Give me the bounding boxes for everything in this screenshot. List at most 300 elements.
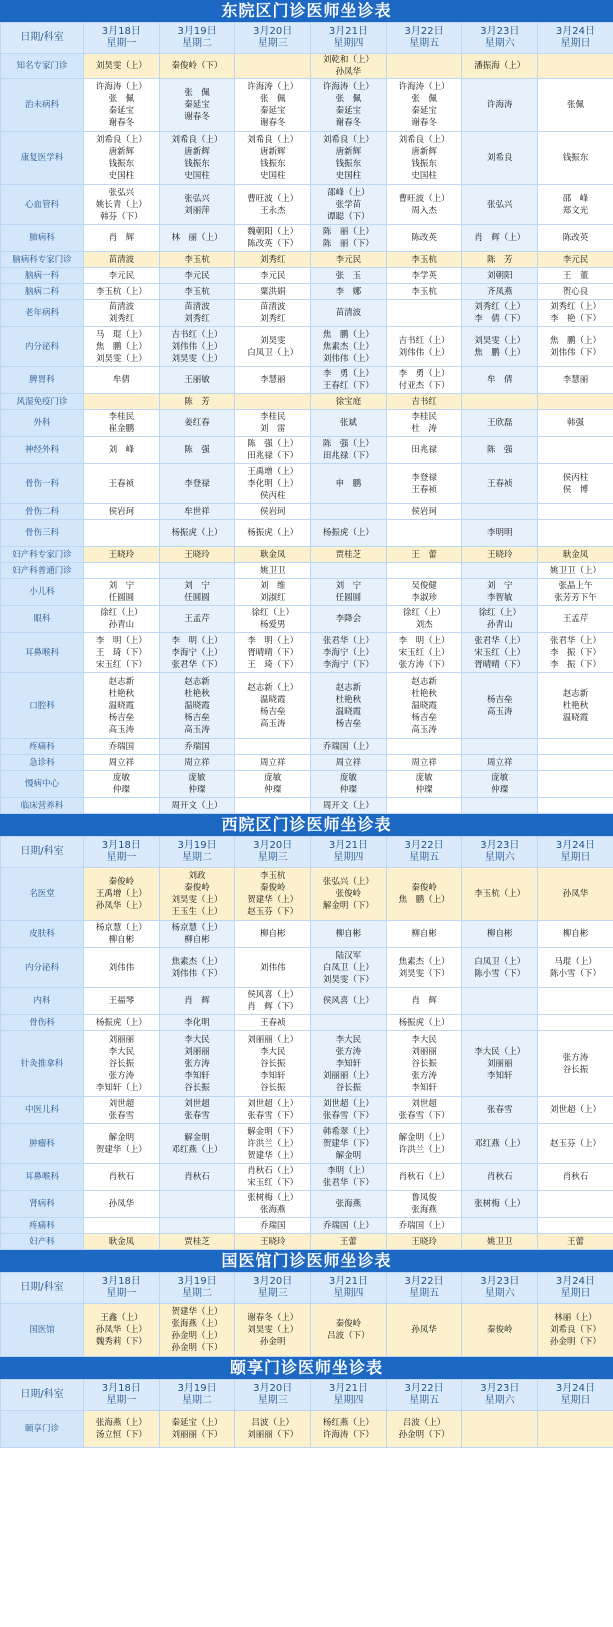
doctor-name: 王玉生（上） xyxy=(171,907,223,917)
doctor-cell xyxy=(386,547,462,563)
doctor-cell xyxy=(462,394,538,410)
doctor-cell xyxy=(462,1218,538,1234)
doctor-name: 王 琦（下） xyxy=(95,647,147,658)
doctor-cell xyxy=(386,673,462,739)
doctor-name: 孙凤华 xyxy=(108,1199,135,1209)
doctor-name: 刘 宁 xyxy=(335,581,362,591)
doctor-name: 仲璨 xyxy=(491,785,509,795)
doctor-cell xyxy=(386,606,462,633)
doctor-cell xyxy=(311,1234,387,1250)
doctor-name: 张弘兴 xyxy=(487,199,513,210)
date-label: 3月23日 xyxy=(480,1276,520,1287)
doctor-name: 高玉涛 xyxy=(108,724,135,735)
doctor-name: 谭聪（下） xyxy=(327,211,370,222)
doctor-name: 王 琦（下） xyxy=(247,659,299,670)
date-label: 3月18日 xyxy=(101,1383,141,1394)
table-row xyxy=(1,410,613,437)
doctor-cell xyxy=(84,1218,160,1234)
doctor-cell xyxy=(538,1124,613,1164)
date-label: 3月22日 xyxy=(404,26,444,37)
doctor-name: 付亚杰（下） xyxy=(398,381,450,391)
doctor-name: 王禹增（上） xyxy=(95,889,147,899)
doctor-name: 张 佩 xyxy=(259,94,286,104)
doctor-cell xyxy=(235,771,311,798)
doctor-name: 庞敏 xyxy=(415,773,433,783)
doctor-cell xyxy=(386,504,462,520)
doctor-name: 李化明 xyxy=(184,1017,210,1028)
doctor-name: 杜艳秋 xyxy=(184,688,210,699)
doctor-cell xyxy=(462,606,538,633)
doctor-name: 郑文光 xyxy=(562,205,589,216)
doctor-name: 肖秋石（上） xyxy=(398,1172,450,1182)
doctor-name: 杨振虎（上） xyxy=(95,1017,147,1028)
doctor-cell xyxy=(84,437,160,464)
doctor-cell xyxy=(386,437,462,464)
doctor-name: 许海涛（下） xyxy=(322,1430,374,1440)
doctor-name: 王春红（下） xyxy=(322,381,374,391)
doctor-name: 田兆禄（下） xyxy=(247,451,299,461)
doctor-cell xyxy=(462,185,538,225)
doctor-cell xyxy=(311,367,387,394)
doctor-name: 侯岩珂 xyxy=(108,506,135,517)
doctor-name: 肖 辉 xyxy=(411,996,437,1006)
doctor-name: 周立祥 xyxy=(108,757,135,768)
doctor-cell xyxy=(538,410,613,437)
doctor-name: 张海燕 xyxy=(411,1205,437,1215)
date-header xyxy=(386,1380,462,1411)
doctor-name: 张海燕 xyxy=(335,1199,362,1209)
doctor-name: 陈改英 xyxy=(562,233,589,243)
doctor-name: 肖 辉 xyxy=(184,996,210,1006)
doctor-name: 姚长青（上） xyxy=(95,199,147,210)
doctor-cell xyxy=(538,1218,613,1234)
department-name: 骨伤三科 xyxy=(1,520,84,547)
doctor-cell xyxy=(84,739,160,755)
doctor-name: 刘昊雯（上） xyxy=(247,1325,299,1335)
doctor-cell xyxy=(235,1234,311,1250)
doctor-name: 徐宝庭 xyxy=(335,396,362,407)
date-header xyxy=(538,23,613,54)
doctor-cell xyxy=(538,132,613,185)
doctor-name: 徐红（上） xyxy=(100,608,143,618)
doctor-cell xyxy=(84,300,160,327)
doctor-name: 邵 峰 xyxy=(562,193,589,204)
doctor-name: 王春祯 xyxy=(108,478,135,489)
doctor-name: 邓红燕（上） xyxy=(171,1144,223,1155)
doctor-name: 李大民 xyxy=(411,1034,437,1045)
doctor-cell xyxy=(538,988,613,1015)
doctor-name: 李元民 xyxy=(335,254,362,265)
date-header xyxy=(159,837,235,868)
doctor-cell xyxy=(235,755,311,771)
doctor-cell xyxy=(311,633,387,673)
doctor-name: 李大民 xyxy=(259,1046,286,1057)
header-label: 日期/科室 xyxy=(1,1380,84,1411)
doctor-cell xyxy=(159,437,235,464)
department-name: 心血管科 xyxy=(1,185,84,225)
weekday-label: 星期三 xyxy=(257,852,288,863)
doctor-name: 杨振虎（上） xyxy=(247,528,299,538)
doctor-cell xyxy=(386,1218,462,1234)
doctor-name: 李 明（上） xyxy=(95,635,147,646)
doctor-cell xyxy=(311,1191,387,1218)
date-header xyxy=(462,23,538,54)
table-row xyxy=(1,1304,613,1357)
department-name: 康复医学科 xyxy=(1,132,84,185)
doctor-cell xyxy=(538,54,613,79)
doctor-name: 杨吉垒 xyxy=(335,718,362,729)
doctor-cell xyxy=(538,464,613,504)
doctor-name: 杨爱男 xyxy=(259,620,286,630)
doctor-name: 焦 鹏（上） xyxy=(474,347,526,358)
doctor-name: 汤立恒（下） xyxy=(95,1430,147,1440)
doctor-name: 吉书红（上） xyxy=(171,329,223,340)
department-name: 疼痛科 xyxy=(1,1218,84,1234)
doctor-cell xyxy=(235,394,311,410)
doctor-name: 吴俊健 xyxy=(411,581,437,591)
section-title: 东院区门诊医师坐诊表 xyxy=(0,0,613,22)
doctor-name: 谢春冬 xyxy=(108,118,135,128)
doctor-cell xyxy=(386,1164,462,1191)
doctor-name: 焦素杰（上） xyxy=(322,341,374,352)
weekday-label: 星期五 xyxy=(409,1395,440,1406)
doctor-name: 宋玉红（上） xyxy=(398,647,450,658)
doctor-name: 张佩 xyxy=(566,100,584,110)
header-label: 日期/科室 xyxy=(1,837,84,868)
date-header xyxy=(84,1273,160,1304)
doctor-cell xyxy=(462,1411,538,1448)
doctor-cell xyxy=(159,1124,235,1164)
doctor-name: 乔瑞国（上） xyxy=(398,1220,450,1231)
doctor-name: 刘希良（上） xyxy=(95,135,147,145)
table-row xyxy=(1,755,613,771)
doctor-cell xyxy=(538,437,613,464)
department-name: 耳鼻喉科 xyxy=(1,1164,84,1191)
doctor-name: 宋玉红（上） xyxy=(474,647,526,658)
doctor-cell xyxy=(235,284,311,300)
doctor-cell xyxy=(462,79,538,132)
doctor-name: 刘丽丽（上） xyxy=(322,1070,374,1081)
table-row xyxy=(1,1015,613,1031)
doctor-name: 侯风喜（上） xyxy=(247,990,299,1000)
doctor-name: 李大民 xyxy=(108,1046,135,1057)
doctor-cell xyxy=(311,185,387,225)
date-label: 3月20日 xyxy=(253,1276,293,1287)
doctor-name: 张春雪 xyxy=(184,1111,210,1121)
doctor-name: 李玉杭 xyxy=(184,254,210,265)
doctor-cell xyxy=(311,1031,387,1097)
doctor-cell xyxy=(311,868,387,921)
doctor-name: 任圆圆 xyxy=(184,593,210,603)
doctor-name: 李玉杭 xyxy=(411,286,437,297)
doctor-name: 刘世超 xyxy=(108,1099,135,1109)
doctor-name: 柳自彬 xyxy=(184,935,210,945)
doctor-name: 刘秀红 xyxy=(108,314,135,324)
doctor-name: 许海涛（上） xyxy=(322,82,374,92)
doctor-name: 钱振东 xyxy=(562,153,589,163)
doctor-name: 李知轩 xyxy=(259,1070,286,1081)
weekday-label: 星期日 xyxy=(560,1395,591,1406)
doctor-name: 耿金凤 xyxy=(108,1236,135,1247)
table-row xyxy=(1,79,613,132)
doctor-cell xyxy=(159,1097,235,1124)
doctor-cell xyxy=(159,921,235,948)
doctor-name: 刘伟伟（上） xyxy=(171,341,223,352)
doctor-name: 吕波（下） xyxy=(327,1331,370,1341)
weekday-label: 星期二 xyxy=(182,1288,213,1299)
doctor-name: 许洪兰（上） xyxy=(247,1138,299,1149)
doctor-name: 周开文（上） xyxy=(171,800,223,811)
doctor-name: 秦延宝 xyxy=(259,106,286,116)
date-label: 3月22日 xyxy=(404,840,444,851)
doctor-name: 李慧丽 xyxy=(259,375,286,385)
doctor-cell xyxy=(386,755,462,771)
date-label: 3月22日 xyxy=(404,1276,444,1287)
doctor-name: 陈 强（上） xyxy=(247,439,299,449)
weekday-label: 星期五 xyxy=(409,38,440,49)
doctor-cell xyxy=(235,579,311,606)
doctor-cell xyxy=(159,300,235,327)
doctor-cell xyxy=(311,988,387,1015)
date-header xyxy=(311,1380,387,1411)
doctor-cell xyxy=(159,504,235,520)
doctor-cell xyxy=(386,394,462,410)
doctor-name: 李学英 xyxy=(411,270,437,281)
doctor-name: 张 佩 xyxy=(411,94,437,104)
doctor-name: 庞敏 xyxy=(491,773,509,783)
date-label: 3月21日 xyxy=(328,1276,368,1287)
department-name: 知名专家门诊 xyxy=(1,54,84,79)
doctor-name: 王禹增（上） xyxy=(247,466,299,477)
doctor-name: 刘昊雯 xyxy=(259,335,286,346)
doctor-name: 李海宁（下） xyxy=(322,659,374,670)
date-label: 3月18日 xyxy=(101,26,141,37)
doctor-name: 周立祥 xyxy=(184,757,210,768)
doctor-name: 李降会 xyxy=(335,614,362,624)
doctor-name: 张方涛 xyxy=(184,1058,210,1069)
doctor-name: 苗清波 xyxy=(259,302,286,312)
doctor-cell xyxy=(386,79,462,132)
doctor-name: 杨吉垒 xyxy=(259,706,286,717)
doctor-name: 刘昊雯（上） xyxy=(474,335,526,346)
doctor-cell xyxy=(386,1097,462,1124)
doctor-cell xyxy=(311,1411,387,1448)
doctor-name: 李桂民 xyxy=(411,412,437,422)
date-header xyxy=(538,1380,613,1411)
doctor-name: 苗清波 xyxy=(108,254,135,265)
doctor-name: 贺建华（上） xyxy=(171,1307,223,1317)
doctor-name: 贺建华（下） xyxy=(322,1138,374,1149)
doctor-cell xyxy=(462,771,538,798)
doctor-cell xyxy=(462,1234,538,1250)
department-name: 脑病一科 xyxy=(1,268,84,284)
doctor-name: 任圆圆 xyxy=(335,593,362,603)
doctor-name: 杜艳秋 xyxy=(335,694,362,705)
doctor-cell xyxy=(84,1031,160,1097)
doctor-name: 刘丽丽（下） xyxy=(171,1430,223,1440)
table-row xyxy=(1,284,613,300)
doctor-cell xyxy=(462,504,538,520)
doctor-name: 李桂民 xyxy=(259,412,286,422)
doctor-cell xyxy=(159,1015,235,1031)
doctor-name: 王欣磊 xyxy=(487,418,513,428)
doctor-name: 秦延宝 xyxy=(184,100,210,110)
doctor-name: 杨京慧（上） xyxy=(95,923,147,933)
table-row xyxy=(1,988,613,1015)
doctor-cell xyxy=(462,563,538,579)
doctor-cell xyxy=(386,739,462,755)
doctor-name: 刘希良 xyxy=(487,153,513,163)
doctor-name: 姚卫卫（上） xyxy=(549,565,601,576)
doctor-name: 刘伟伟 xyxy=(108,962,135,973)
doctor-cell xyxy=(235,1191,311,1218)
department-name: 皮肤科 xyxy=(1,921,84,948)
date-label: 3月19日 xyxy=(177,1383,217,1394)
date-label: 3月20日 xyxy=(253,840,293,851)
department-name: 肿瘤科 xyxy=(1,1124,84,1164)
date-header xyxy=(462,1380,538,1411)
doctor-name: 苗清波 xyxy=(184,302,210,312)
doctor-cell xyxy=(538,79,613,132)
doctor-name: 刘淑红 xyxy=(259,593,286,603)
doctor-name: 李 勇（上） xyxy=(322,369,374,379)
date-header xyxy=(462,837,538,868)
doctor-cell xyxy=(84,868,160,921)
doctor-cell xyxy=(311,1164,387,1191)
doctor-cell xyxy=(159,755,235,771)
doctor-cell xyxy=(311,547,387,563)
doctor-cell xyxy=(235,327,311,367)
doctor-name: 温晓霞 xyxy=(259,694,286,705)
doctor-cell xyxy=(159,225,235,252)
doctor-cell xyxy=(538,252,613,268)
date-header xyxy=(159,1380,235,1411)
doctor-name: 贺建华（上） xyxy=(247,1150,299,1161)
doctor-cell xyxy=(311,1218,387,1234)
doctor-cell xyxy=(159,1234,235,1250)
doctor-name: 刘 峰 xyxy=(108,445,135,455)
doctor-name: 杜艳秋 xyxy=(562,700,589,711)
doctor-name: 王福琴 xyxy=(108,996,135,1006)
doctor-name: 解金明 xyxy=(184,1132,210,1143)
doctor-name: 李智敏 xyxy=(487,593,513,603)
doctor-name: 刘秀红（上） xyxy=(474,302,526,312)
doctor-name: 马琨（上） xyxy=(554,956,597,967)
doctor-name: 焦素杰（上） xyxy=(171,956,223,967)
doctor-cell xyxy=(235,300,311,327)
doctor-cell xyxy=(311,606,387,633)
doctor-cell xyxy=(462,868,538,921)
department-name: 口腔科 xyxy=(1,673,84,739)
doctor-cell xyxy=(386,252,462,268)
header-row xyxy=(1,23,613,54)
doctor-name: 谢春冬（上） xyxy=(247,1313,299,1323)
doctor-cell xyxy=(311,1304,387,1357)
doctor-name: 侯丙柱 xyxy=(562,472,589,483)
doctor-name: 刘 宁 xyxy=(108,581,135,591)
doctor-cell xyxy=(159,1304,235,1357)
doctor-cell xyxy=(311,948,387,988)
doctor-cell xyxy=(462,464,538,504)
doctor-cell xyxy=(159,410,235,437)
doctor-cell xyxy=(538,300,613,327)
doctor-name: 陈 芳 xyxy=(487,254,513,265)
doctor-cell xyxy=(235,367,311,394)
doctor-cell xyxy=(311,252,387,268)
doctor-name: 孙金明（下） xyxy=(171,1343,223,1353)
doctor-cell xyxy=(386,1411,462,1448)
doctor-cell xyxy=(159,268,235,284)
department-name: 针灸推拿科 xyxy=(1,1031,84,1097)
doctor-cell xyxy=(462,132,538,185)
doctor-name: 李明明 xyxy=(487,528,513,538)
department-name: 骨伤一科 xyxy=(1,464,84,504)
doctor-name: 宋玉红（下） xyxy=(95,659,147,670)
doctor-name: 谢春冬 xyxy=(335,118,362,128)
doctor-cell xyxy=(235,988,311,1015)
doctor-name: 谢春冬 xyxy=(411,118,437,128)
doctor-name: 李元民 xyxy=(108,270,135,281)
doctor-name: 王 董 xyxy=(562,270,589,281)
doctor-name: 张方涛 xyxy=(562,1052,589,1063)
doctor-name: 刘希良（下） xyxy=(549,1325,601,1335)
table-row xyxy=(1,1218,613,1234)
doctor-cell xyxy=(462,1097,538,1124)
doctor-name: 张晶上午 xyxy=(558,581,593,591)
doctor-cell xyxy=(462,633,538,673)
doctor-name: 刘 雷 xyxy=(259,424,286,434)
doctor-cell xyxy=(386,1304,462,1357)
doctor-cell xyxy=(462,1191,538,1218)
doctor-name: 焦 鹏（上） xyxy=(398,895,450,905)
doctor-name: 刘昊雯（上） xyxy=(95,353,147,364)
doctor-name: 张斌 xyxy=(339,418,357,428)
weekday-label: 星期六 xyxy=(484,38,515,49)
date-label: 3月23日 xyxy=(480,840,520,851)
doctor-cell xyxy=(159,633,235,673)
doctor-cell xyxy=(311,1097,387,1124)
doctor-cell xyxy=(159,1218,235,1234)
doctor-name: 李玉杭（上） xyxy=(95,286,147,297)
doctor-name: 杨振虎（上） xyxy=(398,1017,450,1028)
doctor-name: 柳自彬 xyxy=(335,929,362,939)
doctor-name: 陈 丽（下） xyxy=(322,239,374,249)
doctor-name: 高玉涛 xyxy=(411,724,437,735)
doctor-name: 张君华（上） xyxy=(549,635,601,646)
weekday-label: 星期二 xyxy=(182,38,213,49)
doctor-cell xyxy=(462,284,538,300)
doctor-name: 王晓玲 xyxy=(487,549,513,560)
doctor-name: 史国柱 xyxy=(335,171,362,181)
doctor-name: 焦 鹏（上） xyxy=(322,329,374,340)
doctor-cell xyxy=(462,579,538,606)
doctor-name: 温晓霞 xyxy=(411,700,437,711)
doctor-name: 陈小雪（下） xyxy=(474,968,526,979)
doctor-cell xyxy=(159,579,235,606)
doctor-name: 韩强 xyxy=(566,418,584,428)
doctor-name: 温晓霞 xyxy=(335,706,362,717)
doctor-name: 孙青山 xyxy=(108,620,135,630)
doctor-name: 高玉涛 xyxy=(259,718,286,729)
doctor-cell xyxy=(386,327,462,367)
doctor-cell xyxy=(386,921,462,948)
doctor-cell xyxy=(84,1234,160,1250)
schedule-table xyxy=(0,1272,613,1357)
weekday-label: 星期三 xyxy=(257,1288,288,1299)
doctor-name: 牟 倩 xyxy=(487,375,513,385)
doctor-cell xyxy=(84,633,160,673)
date-header xyxy=(311,23,387,54)
